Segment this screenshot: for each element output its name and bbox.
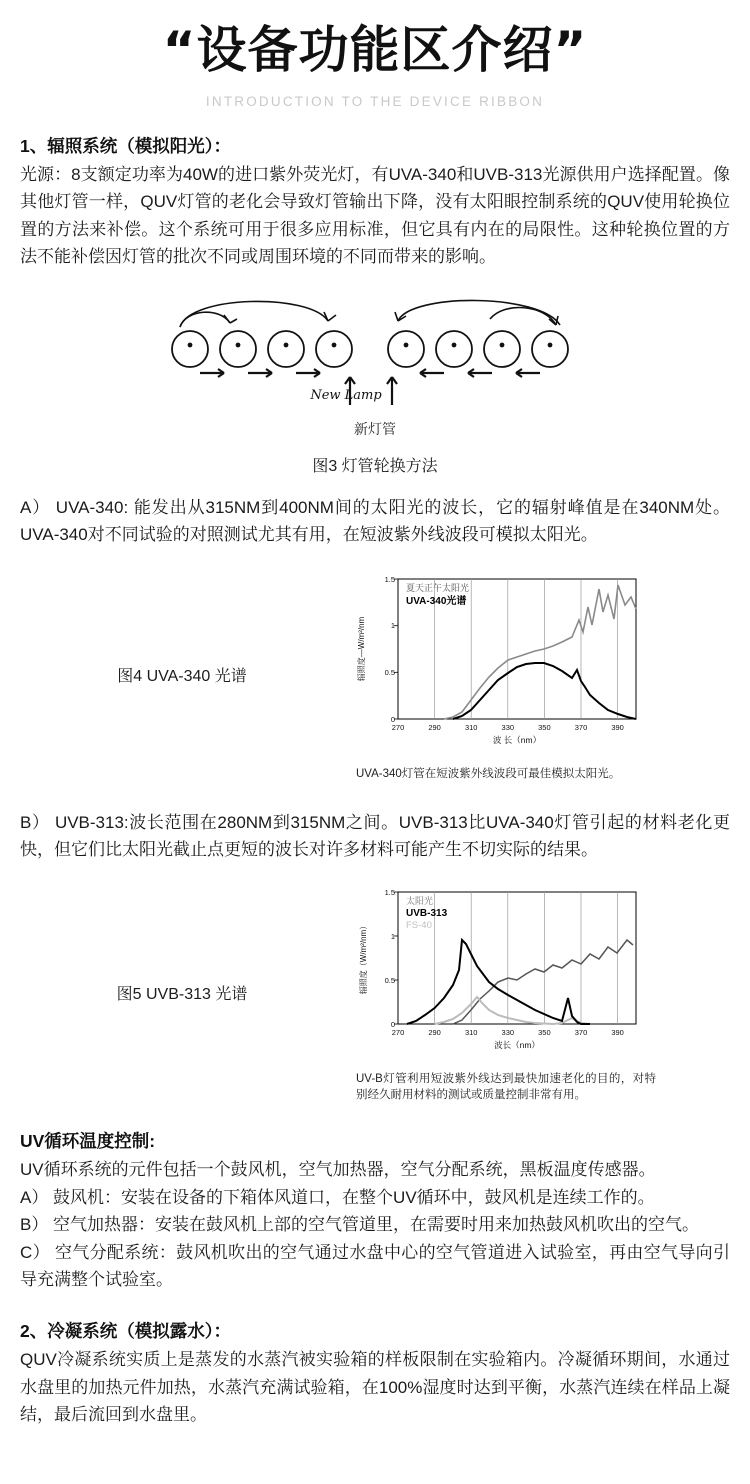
svg-text:0: 0 (390, 1019, 395, 1029)
uv-cycle-heading: UV循环温度控制: (20, 1131, 156, 1152)
new-lamp-label-cn: 新灯管 (354, 420, 396, 437)
uv-cycle-item-c: C） 空气分配系统：鼓风机吹出的空气通过水盘中心的空气管道进入试验室，再由空气导向引导充满整个试验室。 (20, 1242, 730, 1290)
uv-cycle-item-a: A） 鼓风机：安装在设备的下箱体风道口，在整个UV循环中，鼓风机是连续工作的。 (20, 1187, 655, 1207)
lamp-rotation-diagram (160, 287, 590, 417)
figure-5-legend-sun: 太阳光 (406, 895, 434, 906)
svg-text:310: 310 (464, 1027, 478, 1037)
section-2-heading: 2、冷凝系统（模拟露水）： (20, 1320, 231, 1341)
svg-text:0.5: 0.5 (384, 975, 395, 985)
svg-text:270: 270 (391, 1027, 405, 1037)
uv-cycle-item-b: B） 空气加热器：安装在鼓风机上部的空气管道里，在需要时用来加热鼓风机吹出的空气。 (20, 1215, 700, 1235)
figure-3-caption: 图3 灯管轮换方法 (312, 457, 438, 475)
svg-text:350: 350 (538, 1027, 551, 1037)
svg-text:330: 330 (501, 722, 515, 732)
figure-4-ylabel: 辐照度—W/m²/nm (357, 616, 366, 682)
figure-5-ylabel: 辐照度（W/m²/nm） (359, 921, 368, 994)
figure-5 (20, 882, 730, 1104)
figure-5-xlabel: 波长（nm） (494, 1039, 540, 1050)
page-title: “设备功能区介绍” (162, 21, 588, 79)
svg-text:1.5: 1.5 (384, 887, 395, 897)
svg-text:1.5: 1.5 (384, 574, 395, 584)
figure-5-legend-uvb: UVB-313 (406, 907, 448, 919)
svg-text:350: 350 (538, 722, 551, 732)
figure-4-caption: 图4 UVA-340 光谱 (117, 668, 247, 686)
svg-text:390: 390 (611, 722, 624, 732)
uva-340-spectrum-chart (350, 567, 650, 757)
figure-4-legend-uva: UVA-340光谱 (406, 595, 467, 607)
section-2-body: QUV冷凝系统实质上是蒸发的水蒸汽被实验箱的样板限制在实验箱内。冷凝循环期间，水通过水盘里的加热元件加热，水蒸汽充满试验箱，在100%湿度时达到平衡，水蒸汽连续在样品上凝结，最后流回到水盘里。 (20, 1350, 730, 1425)
svg-text:370: 370 (574, 722, 588, 732)
figure-3 (20, 287, 730, 476)
figure-4-legend-sun: 夏天正午太阳光 (406, 582, 470, 593)
svg-text:370: 370 (574, 1027, 588, 1037)
new-lamp-label: New Lamp (310, 387, 382, 403)
uv-cycle-intro: UV循环系统的元件包括一个鼓风机，空气加热器，空气分配系统，黑板温度传感器。 (20, 1160, 656, 1180)
section-1-heading: 1、辐照系统（模拟阳光）： (20, 135, 231, 156)
svg-text:310: 310 (464, 722, 478, 732)
svg-text:0.5: 0.5 (384, 667, 395, 677)
figure-5-note: UV-B灯管利用短波紫外线达到最快加速老化的目的，对特别经久耐用材料的测试或质量控制非常有用。 (356, 1072, 656, 1102)
uvb-313-spectrum-chart (350, 882, 650, 1062)
svg-text:290: 290 (428, 722, 441, 732)
section-1-body: 光源：8支额定功率为40W的进口紫外荧光灯，有UVA-340和UVB-313光源供用户选择配置。像其他灯管一样，QUV灯管的老化会导致灯管输出下降，没有太阳眼控制系统的QUV使用轮换位置的方法来补偿。这个系统可用于很多应用标准，但它具有内在的局限性。这种轮换位置的方法不能补偿因灯管的批次不同或周围环境的不同而带来的影响。 (20, 164, 730, 267)
svg-text:390: 390 (611, 1027, 624, 1037)
svg-text:290: 290 (428, 1027, 441, 1037)
page-subtitle: INTRODUCTION TO THE DEVICE RIBBON (205, 93, 545, 109)
figure-5-legend-fs40: FS-40 (406, 919, 432, 931)
item-b-text: B） UVB-313:波长范围在280NM到315NM之间。UVB-313比UVA-340灯管引起的材料老化更快，但它们比太阳光截止点更短的波长对许多材料可能产生不切实际的结果。 (20, 812, 730, 860)
figure-4-xlabel: 波 长（nm） (492, 734, 542, 745)
item-a-text: A） UVA-340: 能发出从315NM到400NM间的太阳光的波长，它的辐射峰值是在340NM处。UVA-340对不同试验的对照测试尤其有用，在短波紫外线波段可模拟太阳光。 (20, 497, 730, 545)
page-header (20, 0, 730, 109)
svg-text:1: 1 (390, 620, 395, 630)
figure-4-note: UVA-340灯管在短波紫外线波段可最佳模拟太阳光。 (356, 767, 621, 780)
figure-5-caption: 图5 UVB-313 光谱 (116, 986, 248, 1004)
svg-text:330: 330 (501, 1027, 515, 1037)
svg-text:270: 270 (391, 722, 405, 732)
svg-text:1: 1 (390, 931, 395, 941)
svg-text:0: 0 (390, 714, 395, 724)
figure-4 (20, 567, 730, 783)
